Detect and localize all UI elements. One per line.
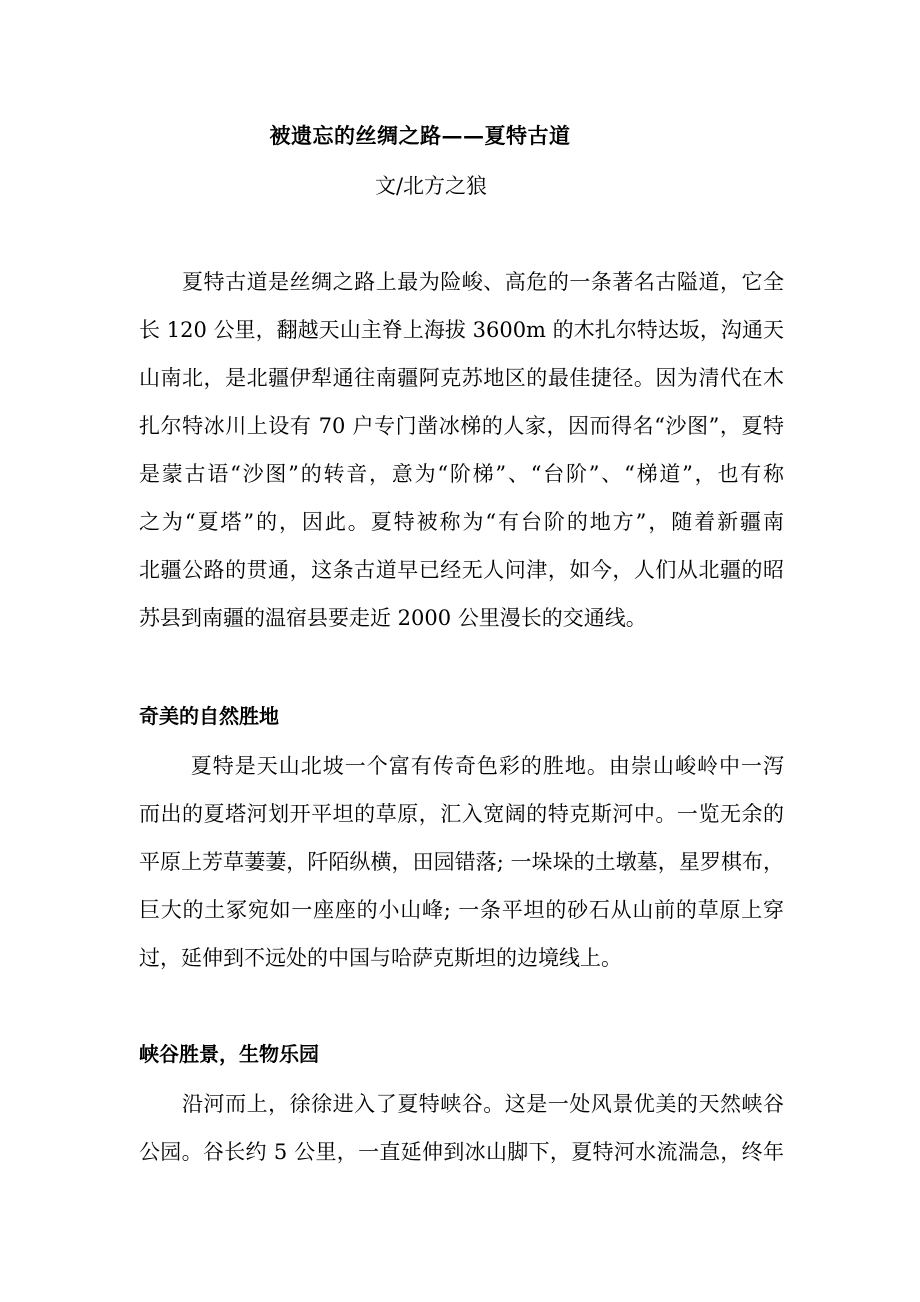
paragraph-line: 沿河而上，徐徐进入了夏特峡谷。这是一处风景优美的天然峡谷	[139, 1092, 784, 1116]
paragraph-line: 长 120 公里，翻越天山主脊上海拔 3600m 的木扎尔特达坂，沟通天	[139, 318, 784, 342]
paragraph-line: 夏特古道是丝绸之路上最为险峻、高危的一条著名古隘道，它全	[139, 270, 784, 294]
paragraph-line: 苏县到南疆的温宿县要走近 2000 公里漫长的交通线。	[139, 606, 647, 630]
paragraph-line: 而出的夏塔河划开平坦的草原，汇入宽阔的特克斯河中。一览无余的	[139, 802, 784, 826]
document-byline: 文/北方之狼	[374, 174, 488, 198]
section-heading-nature: 奇美的自然胜地	[139, 704, 279, 728]
paragraph-line: 公园。谷长约 5 公里，一直延伸到冰山脚下，夏特河水流湍急，终年	[139, 1140, 784, 1164]
paragraph-line: 扎尔特冰川上设有 70 户专门凿冰梯的人家，因而得名“沙图”，夏特	[139, 414, 784, 438]
paragraph-line: 山南北，是北疆伊犁通往南疆阿克苏地区的最佳捷径。因为清代在木	[139, 366, 784, 390]
paragraph-line: 巨大的土冢宛如一座座的小山峰; 一条平坦的砂石从山前的草原上穿	[139, 898, 784, 922]
section-heading-canyon: 峡谷胜景，生物乐园	[139, 1042, 319, 1066]
paragraph-line: 之为“夏塔”的，因此。夏特被称为“有台阶的地方”，随着新疆南	[139, 510, 784, 534]
paragraph-intro	[139, 258, 784, 642]
paragraph-line: 平原上芳草萋萋，阡陌纵横，田园错落; 一垛垛的土墩墓，星罗棋布，	[139, 850, 784, 874]
paragraph-line: 过，延伸到不远处的中国与哈萨克斯坦的边境线上。	[139, 946, 622, 970]
paragraph-line: 是蒙古语“沙图”的转音，意为“阶梯”、“台阶”、“梯道”，也有称	[139, 462, 784, 486]
paragraph-line: 夏特是天山北坡一个富有传奇色彩的胜地。由崇山峻岭中一泻	[139, 754, 784, 778]
paragraph-canyon	[139, 1080, 784, 1176]
paragraph-line: 北疆公路的贯通，这条古道早已经无人问津，如今，人们从北疆的昭	[139, 558, 784, 582]
document-title: 被遗忘的丝绸之路——夏特古道	[269, 123, 571, 148]
paragraph-nature	[139, 742, 784, 982]
